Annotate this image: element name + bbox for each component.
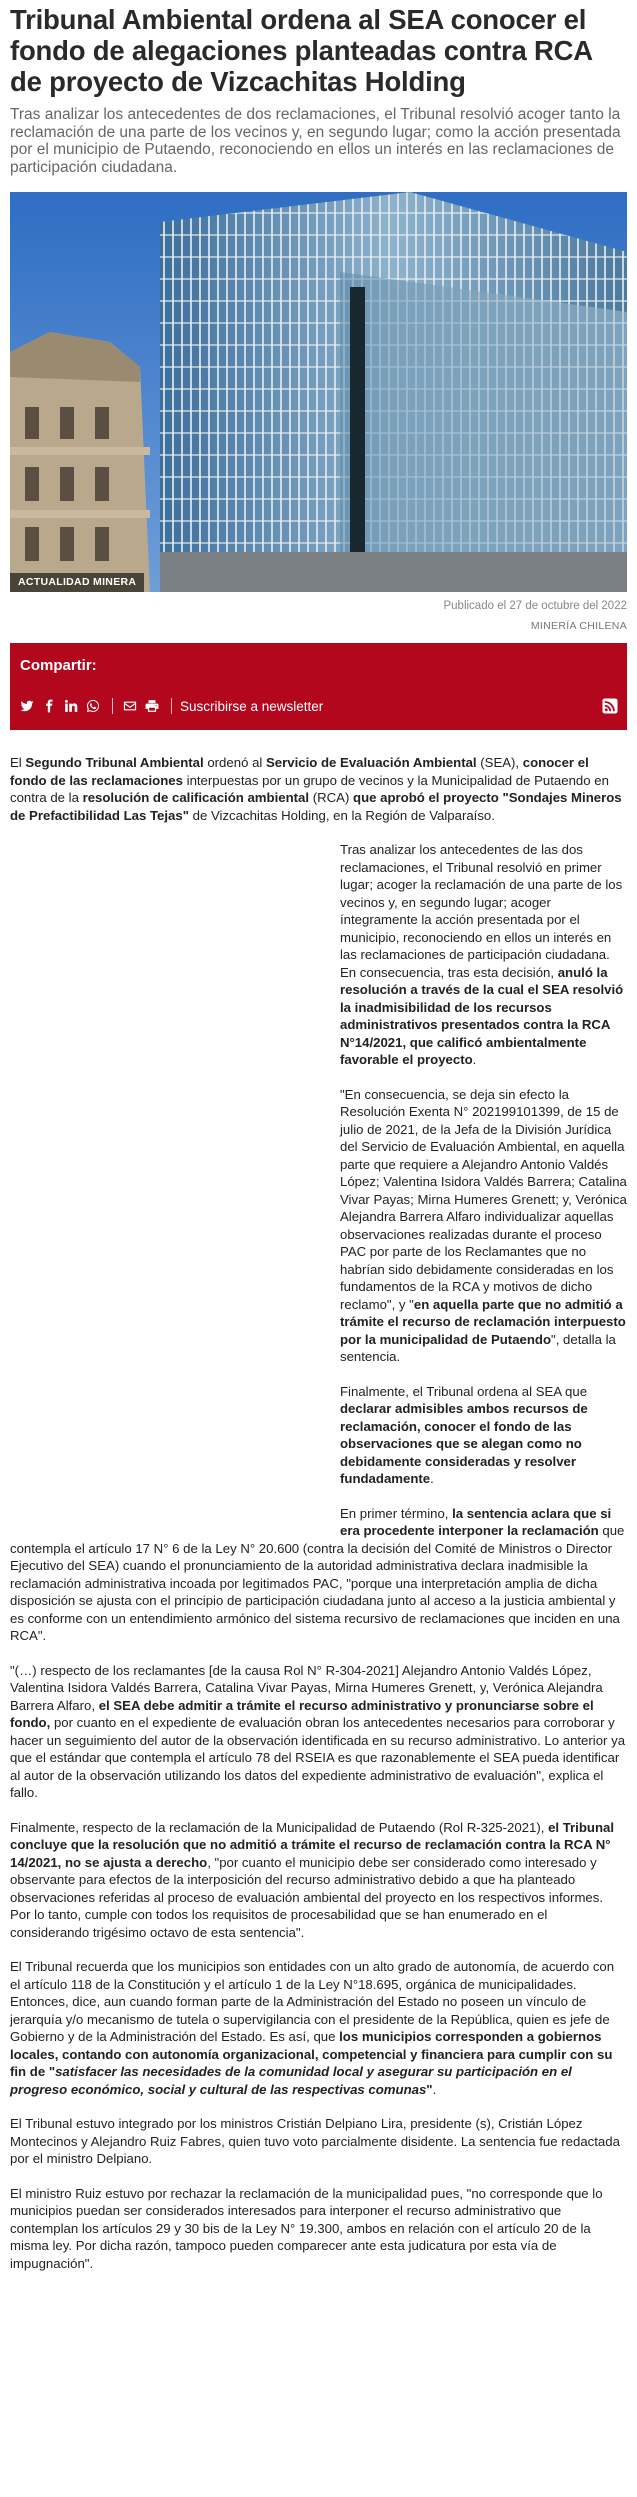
body-paragraph: Tras analizar los antecedentes de las dos reclamaciones, el Tribunal resolvió en primer lugar; acoger la reclamación de una parte de los vecinos y, en segundo lugar; acoger íntegramente la acción presentada por el municipio, reconociendo en ellos un interés en las reclamaciones de participación ciudadana. En consecuencia, tras esta decisión, anuló la resolución a través de la cual el SEA resolvió la inadmisibilidad de los recursos administrativos presentados contra la RCA N°14/2021, que calificó ambientalmente favorable el proyecto. <box>340 842 624 1067</box>
building-photo <box>10 192 627 592</box>
twitter-icon[interactable] <box>18 697 36 715</box>
facebook-icon[interactable] <box>40 697 58 715</box>
print-icon[interactable] <box>143 697 161 715</box>
share-bar <box>10 643 627 730</box>
body-paragraph: Finalmente, respecto de la reclamación de la Municipalidad de Putaendo (Rol R-325-2021), el Tribunal concluye que la resolución que no admitió a trámite el recurso de reclamación contra la RCA N° 14/2021, no se ajusta a derecho, "por cuanto el municipio debe ser considerado como interesado y observante para efectos de la interposición del recurso administrativo debido a que ha planteado observaciones referidas al proceso de evaluación ambiental del proyecto en los respectivos informes. Por lo tanto, cumple con todos los requisitos de procesabilidad que se han enumerado en el considerando trigésimo octavo de esta sentencia". <box>10 1819 615 1940</box>
body-paragraph: El Segundo Tribunal Ambiental ordenó al Servicio de Evaluación Ambiental (SEA), conocer el fondo de las reclamaciones interpuestas por un grupo de vecinos y la Municipalidad de Putaendo en contra de la resolución de calificación ambiental (RCA) que aprobó el proyecto "Sondajes Mineros de Prefactibilidad Las Tejas" de Vizcachitas Holding, en la Región de Valparaíso. <box>10 755 622 823</box>
body-paragraph: Finalmente, el Tribunal ordena al SEA que declarar admisibles ambos recursos de reclamación, conocer el fondo de las observaciones que se alegan como no debidamente consideradas y resolver fundadamente. <box>340 1383 588 1486</box>
bold-text: declarar admisibles ambos recursos de reclamación, conocer el fondo de las observaciones que se alegan como no debidamente consideradas y resolver fundadamente <box>340 1401 588 1486</box>
category-tag[interactable]: ACTUALIDAD MINERA <box>10 573 144 592</box>
bold-text: Segundo Tribunal Ambiental <box>25 755 204 770</box>
body-paragraph: El Tribunal estuvo integrado por los ministros Cristián Delpiano Lira, presidente (s), Cristián López Montecinos y Alejandro Ruiz Fabres, quien tuvo voto parcialmente disidente. La sentencia fue redactada por el ministro Delpiano. <box>10 2116 620 2166</box>
bold-text: resolución de calificación ambiental <box>82 790 310 805</box>
body-paragraph: El Tribunal recuerda que los municipios son entidades con un alto grado de autonomía, de acuerdo con el artículo 118 de la Constitución y el artículo 1 de la Ley N°18.695, orgánica de municipalidades. Entonces, dice, aun cuando forman parte de la Administración del Estado no poseen un vínculo de jerarquía y/o mecanismo de tutela o supervigilancia con el presidente de la República, quien es jefe de Gobierno y de la Administración del Estado. Es así, que los municipios corresponden a gobiernos locales, contando con autonomía organizacional, competencial y financiera para cumplir con su fin de "satisfacer las necesidades de la comunidad local y asegurar su participación en el progreso económico, social y cultural de las respectivas comunas". <box>10 1959 615 2097</box>
hero-image <box>10 192 627 592</box>
bold-text: los municipios corresponden a gobiernos locales, contando con autonomía organizacional, competencial y financiera para cumplir con su fin de " <box>10 2029 613 2079</box>
body-paragraph: "En consecuencia, se deja sin efecto la Resolución Exenta N° 202199101399, de 15 de julio de 2021, de la Jefa de la División Jurídica del Servicio de Evaluación Ambiental, en aquella parte que requiere a Alejandro Antonio Valdés López; Valentina Isidora Valdés Barrera; Catalina Vivar Payas; Mirna Humeres Grenett; y, Verónica Alejandra Barrera Alfaro individualizar aquellas observaciones realizadas durante el proceso PAC por parte de los Reclamantes que no habrían sido debidamente consideradas en los fundamentos de la RCA y motivos de dicho reclamo", y "en aquella parte que no admitió a trámite el recurso de reclamación interpuesto por la municipalidad de Putaendo", detalla la sentencia. <box>340 1086 627 1364</box>
article-source: MINERÍA CHILENA <box>530 620 627 632</box>
linkedin-icon[interactable] <box>62 697 80 715</box>
article-lead: Tras analizar los antecedentes de dos reclamaciones, el Tribunal resolvió acoger tanto la reclamación de una parte de los vecinos y, en segundo lugar; como la acción presentada por el municipio de Putaendo, reconociendo en ellos un interés en las reclamaciones de participación ciudadana. <box>10 106 621 176</box>
bold-text: conocer el fondo de las reclamaciones <box>10 755 589 788</box>
share-divider <box>171 698 172 714</box>
bold-text: la sentencia aclara que si era procedente interponer la reclamación <box>340 1505 612 1538</box>
article-body <box>10 754 627 2272</box>
share-label: Compartir: <box>20 657 97 674</box>
share-row <box>18 697 619 715</box>
body-paragraph: El ministro Ruiz estuvo por rechazar la reclamación de la municipalidad pues, "no corresponde que lo municipios puedan ser considerados interesados para interponer el recurso administrativo que contemplan los artículos 29 y 30 bis de la Ley N° 19.300, ambos en relación con el artículo 20 de la misma ley. Por dicha razón, tampoco pueden comparecer ante esta judicatura por esta vía de impugnación". <box>10 2185 603 2271</box>
rss-icon[interactable] <box>601 697 619 715</box>
bold-text: Servicio de Evaluación Ambiental <box>266 755 477 770</box>
float-section <box>10 824 627 1645</box>
body-paragraph: En primer término, la sentencia aclara que si era procedente interponer la reclamación que contempla el artículo 17 N° 6 de la Ley N° 20.600 (contra la decisión del Comité de Ministros o Director Ejecutivo del SEA) cuando el pronunciamiento de la autoridad administrativa declara inadmisible la reclamación administrativa incoada por legitimados PAC, "porque una interpretación amplia de dicha disposición se ajusta con el principio de participación ciudadana junto al acceso a la justicia ambiental y es conforme con un entendimiento armónico del sistema recursivo de reclamaciones que inciden en una RCA". <box>10 1505 625 1643</box>
bold-text: anuló la resolución a través de la cual el SEA resolvió la inadmisibilidad de los recursos administrativos presentados contra la RCA N°14/2021, que calificó ambientalmente favorable el proyecto <box>340 964 624 1067</box>
ad-placeholder <box>10 824 340 1539</box>
bold-text: en aquella parte que no admitió a trámite el recurso de reclamación interpuesto por la municipalidad de Putaendo <box>340 1296 626 1347</box>
bold-text: " <box>426 2081 433 2097</box>
article-title: Tribunal Ambiental ordena al SEA conocer el fondo de alegaciones planteadas contra RCA de proyecto de Vizcachitas Holding <box>10 4 592 97</box>
email-icon[interactable] <box>121 697 139 715</box>
body-paragraph: "(…) respecto de los reclamantes [de la causa Rol N° R-304-2021] Alejandro Antonio Valdés López, Valentina Isidora Valdés Barrera, Catalina Vivar Payas, Mirna Humeres Grenett, y, Verónica Alejandra Barrera Alfaro, el SEA debe admitir a trámite el recurso administrativo y pronunciarse sobre el fondo, por cuanto en el expediente de evaluación obran los antecedentes necesarios para corroborar y hacer un seguimiento del autor de la observación identificada en su recurso administrativo. Lo anterior ya que el estándar que contempla el artículo 78 del RSEIA es que razonablemente el SEA pueda identificar al autor de la observación utilizando los datos del expediente administrativo de evaluación", explica el fallo. <box>10 1662 626 1800</box>
publish-date: Publicado el 27 de octubre del 2022 <box>443 600 627 612</box>
share-divider <box>112 698 113 714</box>
bold-text: el SEA debe admitir a trámite el recurso administrativo y pronunciarse sobre el fondo, <box>10 1697 594 1730</box>
subscribe-newsletter-link[interactable]: Suscribirse a newsletter <box>180 698 324 714</box>
bold-text: el Tribunal concluye que la resolución que no admitió a trámite el recurso de reclamación contra la RCA N° 14/2021, no se ajusta a derecho <box>10 1819 615 1870</box>
bold-text: satisfacer las necesidades de la comunidad local y asegurar su participación en el progreso económico, social y cultural de las respectivas comunas <box>10 2064 572 2097</box>
bold-text: que aprobó el proyecto "Sondajes Mineros de Prefactibilidad Las Tejas" <box>10 790 622 823</box>
whatsapp-icon[interactable] <box>84 697 102 715</box>
